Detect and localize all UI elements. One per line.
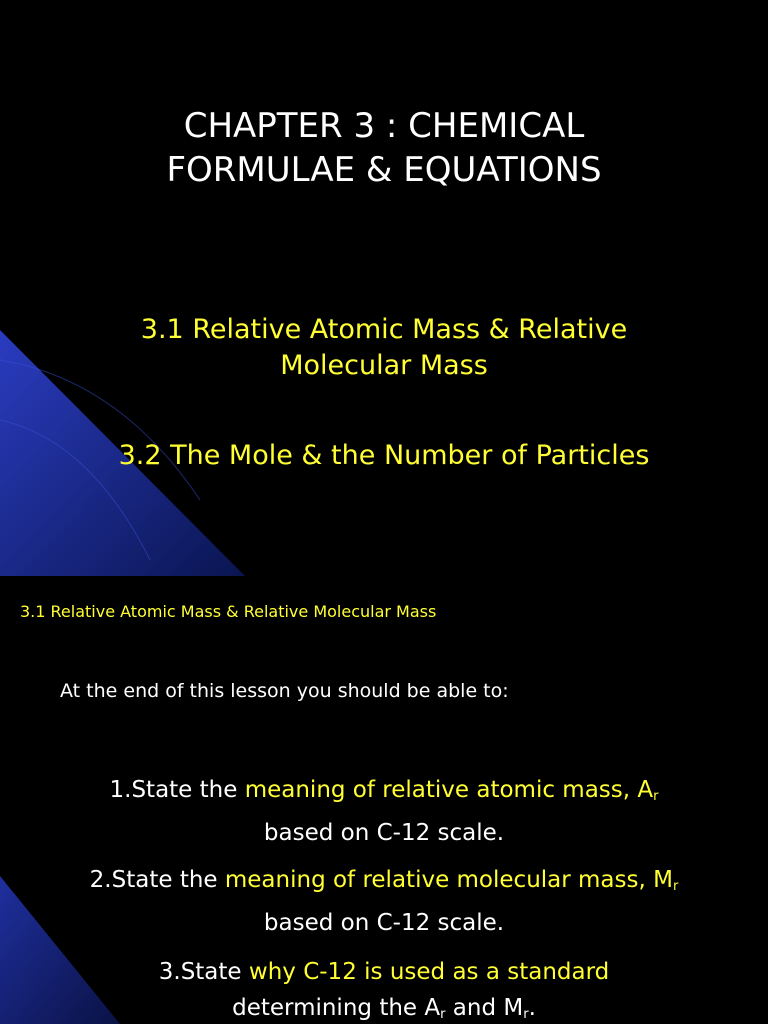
title-line-2: FORMULAE & EQUATIONS bbox=[166, 150, 602, 190]
objective-prefix: State the bbox=[131, 777, 245, 803]
objective-3-line-2 bbox=[0, 990, 768, 1024]
objective-number: 3. bbox=[158, 959, 181, 985]
slide-title-text bbox=[0, 104, 768, 192]
objective-3 bbox=[0, 954, 768, 1024]
objective-highlight: why C-12 is used as a standard bbox=[248, 959, 610, 985]
objective-highlight: meaning of relative atomic mass, A bbox=[244, 777, 654, 803]
objective-1-line-2: based on C-12 scale. bbox=[263, 820, 505, 846]
subscript: r bbox=[672, 879, 679, 894]
subscript: r bbox=[523, 1007, 529, 1022]
subtopic-3-1-line-1: 3.1 Relative Atomic Mass & Relative bbox=[140, 314, 628, 345]
objective-3-line-1 bbox=[0, 954, 768, 990]
line-text: . bbox=[528, 995, 536, 1021]
slide-header: 3.1 Relative Atomic Mass & Relative Molecular Mass bbox=[20, 602, 437, 621]
subtopic-3-1-line-2: Molecular Mass bbox=[280, 350, 488, 381]
objective-number: 1. bbox=[109, 777, 132, 803]
subscript: r bbox=[653, 789, 659, 804]
objective-1 bbox=[0, 772, 768, 851]
objective-highlight: meaning of relative molecular mass, M bbox=[224, 867, 673, 893]
subscript: r bbox=[440, 1007, 446, 1022]
objective-prefix: State bbox=[180, 959, 249, 985]
objective-number: 2. bbox=[89, 867, 112, 893]
objective-2-line-1 bbox=[0, 862, 768, 905]
subtopic-3-1 bbox=[0, 312, 768, 384]
subtopic-3-2: 3.2 The Mole & the Number of Particles bbox=[118, 440, 650, 471]
objective-1-line-1 bbox=[0, 772, 768, 815]
objective-2 bbox=[0, 862, 768, 941]
intro-text: At the end of this lesson you should be able to: bbox=[60, 680, 509, 702]
line-text: and M bbox=[445, 995, 524, 1021]
line-text: determining the A bbox=[232, 995, 441, 1021]
objective-2-line-2: based on C-12 scale. bbox=[263, 910, 505, 936]
slide-objectives bbox=[0, 576, 768, 1024]
title-line-1: CHAPTER 3 : CHEMICAL bbox=[183, 106, 585, 146]
objective-prefix: State the bbox=[111, 867, 225, 893]
